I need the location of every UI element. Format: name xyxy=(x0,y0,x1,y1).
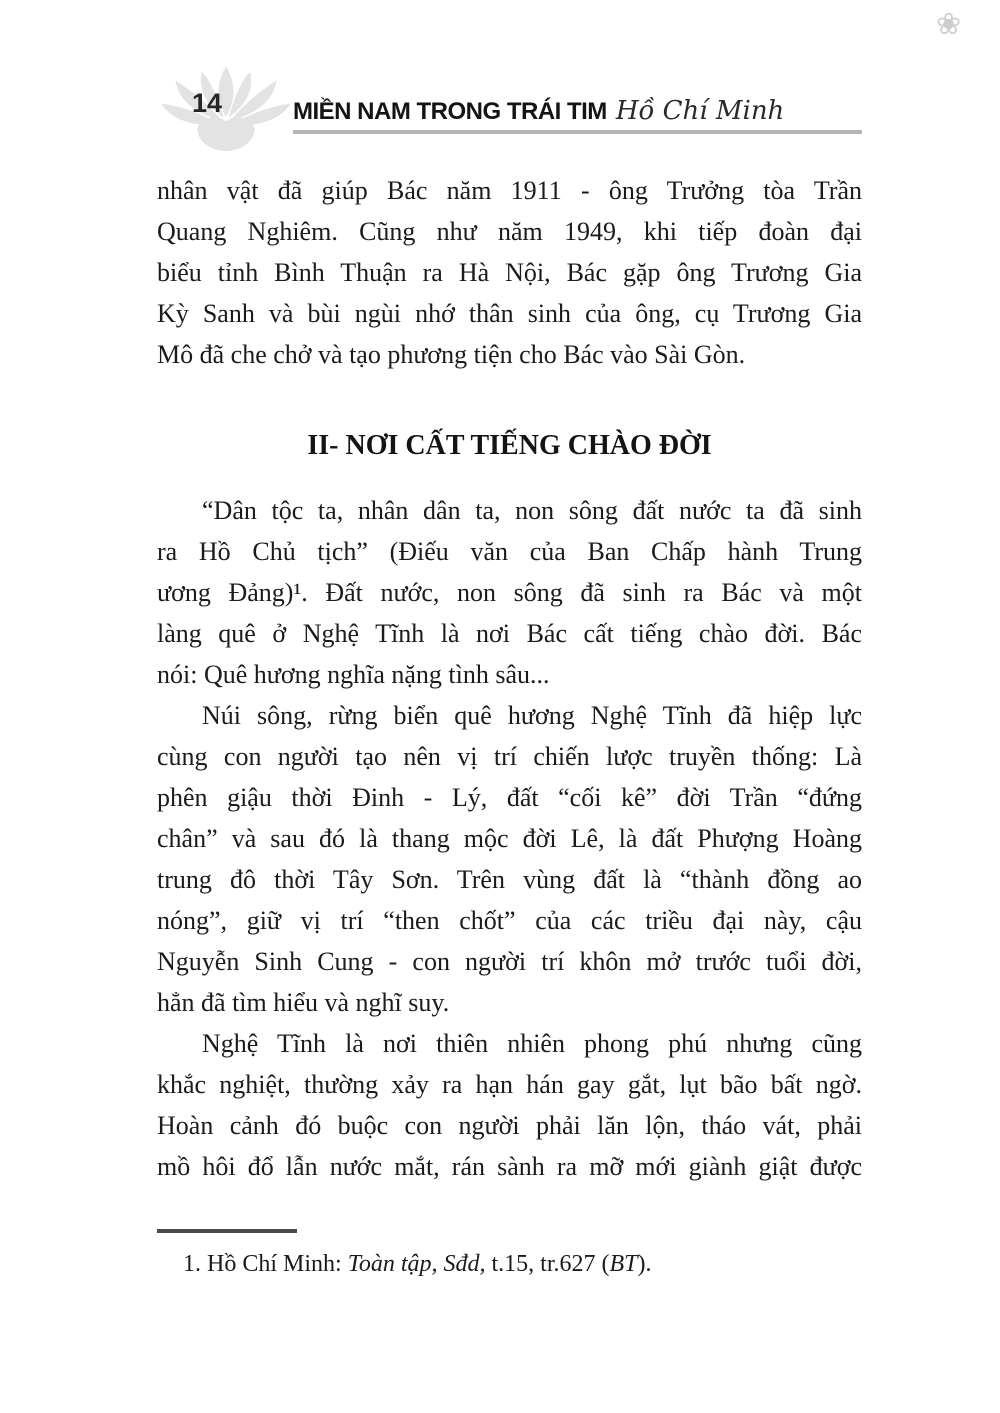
text-line: Kỳ Sanh và bùi ngùi nhớ thân sinh của ông, cụ Trương Gia xyxy=(157,299,862,328)
text-line: cùng con người tạo nên vị trí chiến lược truyền thống: Là xyxy=(157,742,862,771)
footnote-work-title: Toàn tập, Sđd, xyxy=(347,1251,486,1277)
paragraph xyxy=(157,695,862,1023)
text-line: Quang Nghiêm. Cũng như năm 1949, khi tiếp đoàn đại xyxy=(157,217,862,246)
intro-paragraphs xyxy=(157,170,862,375)
paragraph xyxy=(157,170,862,375)
text-line: Hoàn cảnh đó buộc con người phải lăn lộn, tháo vát, phải xyxy=(157,1111,862,1140)
text-line: Nghệ Tĩnh là nơi thiên nhiên phong phú nhưng cũng xyxy=(202,1029,862,1058)
footnote-separator-rule xyxy=(157,1229,297,1233)
paragraph xyxy=(157,1023,862,1187)
page-header xyxy=(160,66,862,164)
text-line: ương Đảng)¹. Đất nước, non sông đã sinh ra Bác và một xyxy=(157,578,862,607)
book-title: MIỀN NAM TRONG TRÁI TIM xyxy=(293,98,607,125)
footnote-text: t.15, tr.627 ( xyxy=(485,1251,610,1277)
text-column xyxy=(157,170,862,1281)
text-line: nhân vật đã giúp Bác năm 1911 - ông Trưởng tòa Trần xyxy=(157,176,862,205)
text-line: trung đô thời Tây Sơn. Trên vùng đất là “thành đồng ao xyxy=(157,865,862,894)
text-line: Nguyễn Sinh Cung - con người trí khôn mở trước tuổi đời, xyxy=(157,947,862,976)
text-line: hẳn đã tìm hiểu và nghĩ suy. xyxy=(157,988,450,1017)
header-rule xyxy=(293,130,862,134)
text-line: Mô đã che chở và tạo phương tiện cho Bác vào Sài Gòn. xyxy=(157,340,746,369)
text-line: mồ hôi đổ lẫn nước mắt, rán sành ra mỡ mới giành giật được xyxy=(157,1152,862,1181)
text-line: biểu tỉnh Bình Thuận ra Hà Nội, Bác gặp ông Trương Gia xyxy=(157,258,862,287)
text-line: nói: Quê hương nghĩa nặng tình sâu... xyxy=(157,660,550,689)
text-line: làng quê ở Nghệ Tĩnh là nơi Bác cất tiếng chào đời. Bác xyxy=(157,619,862,648)
text-line: ra Hồ Chủ tịch” (Điếu văn của Ban Chấp hành Trung xyxy=(157,537,862,566)
paragraph xyxy=(157,490,862,695)
text-line: khắc nghiệt, thường xảy ra hạn hán gay gắt, lụt bão bất ngờ. xyxy=(157,1070,862,1099)
book-subtitle-script: Hồ Chí Minh xyxy=(615,96,785,126)
lotus-icon xyxy=(160,66,292,160)
running-head xyxy=(293,96,784,126)
text-line: nóng”, giữ vị trí “then chốt” của các triều đại này, cậu xyxy=(157,906,862,935)
footnote-text: ). xyxy=(637,1251,652,1277)
page-number: 14 xyxy=(192,88,223,118)
text-line: phên giậu thời Đinh - Lý, đất “cối kê” đời Trần “đứng xyxy=(157,783,862,812)
text-line: “Dân tộc ta, nhân dân ta, non sông đất nước ta đã sinh xyxy=(202,496,862,525)
footnote-bt-label: BT xyxy=(609,1251,638,1277)
section-heading: II- NƠI CẤT TIẾNG CHÀO ĐỜI xyxy=(307,430,712,461)
section-paragraphs xyxy=(157,490,862,1187)
footnote-text: 1. Hồ Chí Minh: xyxy=(183,1251,348,1277)
corner-flower-ornament-icon: ❀ xyxy=(936,7,962,42)
footnote xyxy=(157,1247,862,1281)
text-line: chân” và sau đó là thang mộc đời Lê, là đất Phượng Hoàng xyxy=(157,824,862,853)
text-line: Núi sông, rừng biển quê hương Nghệ Tĩnh đã hiệp lực xyxy=(202,701,862,730)
